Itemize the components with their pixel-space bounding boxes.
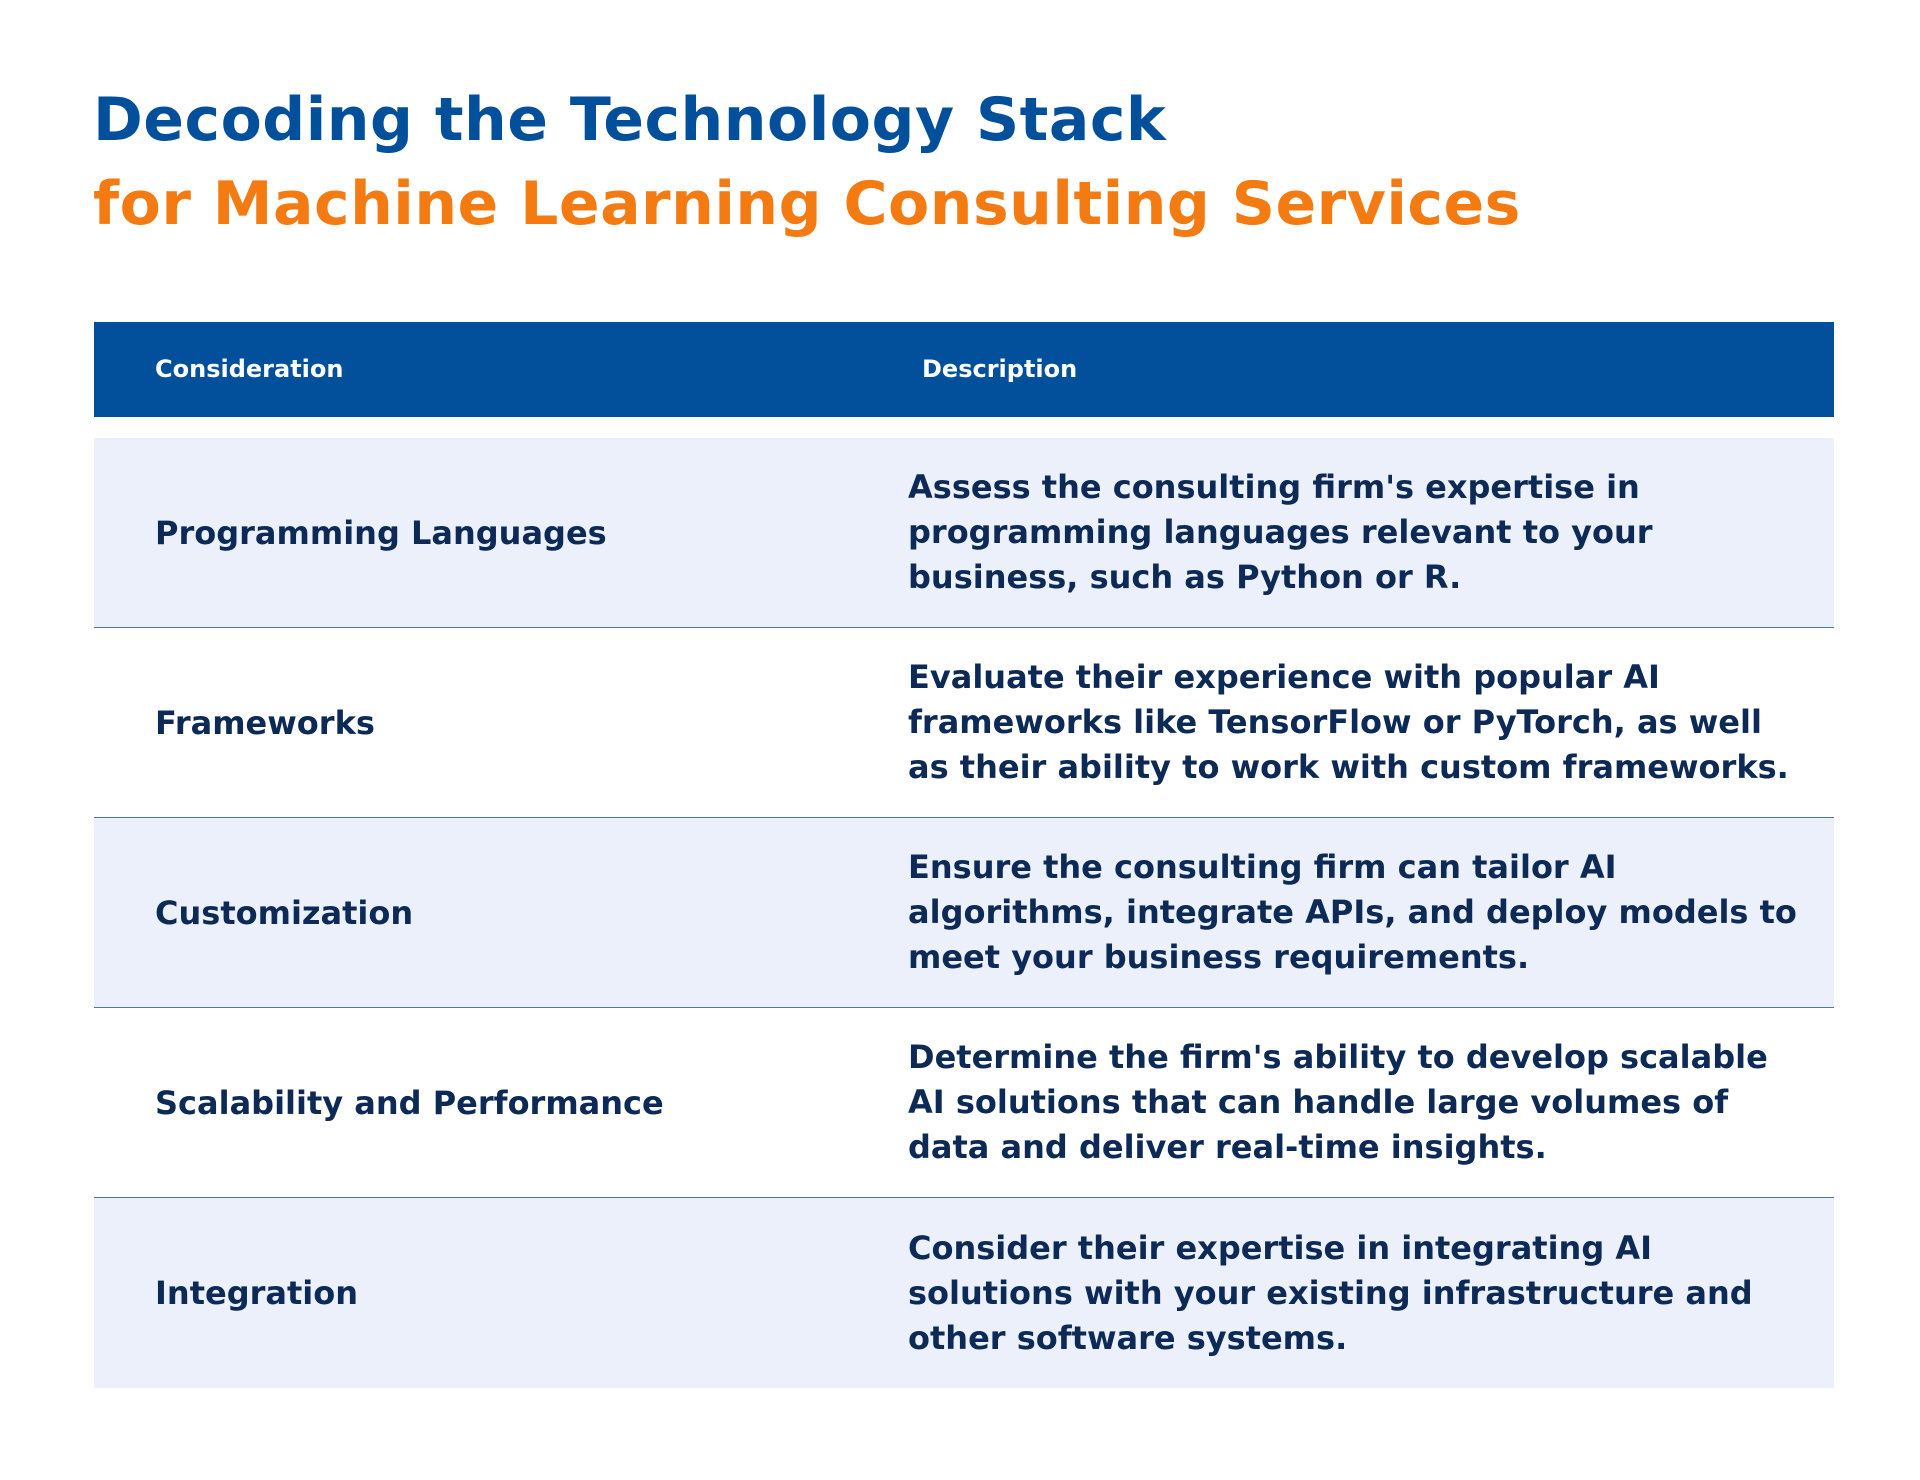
- table-row: [94, 818, 1834, 1008]
- title-line-primary: Decoding the Technology Stack: [93, 85, 1167, 155]
- table-row: [94, 1008, 1834, 1198]
- consideration-cell: Integration: [155, 1274, 358, 1312]
- consideration-cell: Programming Languages: [155, 513, 607, 552]
- consideration-cell: Frameworks: [155, 703, 375, 742]
- table-row: [94, 1198, 1834, 1388]
- title-line-accent: for Machine Learning Consulting Services: [93, 169, 1521, 239]
- table-row: [94, 438, 1834, 628]
- header-spacer: [94, 417, 1834, 438]
- column-header-description: Description: [922, 355, 1078, 383]
- consideration-cell: Scalability and Performance: [155, 1083, 664, 1122]
- page-title: [93, 78, 1521, 246]
- description-cell: Ensure the consulting firm can tailor AI algorithms, integrate APIs, and deploy models to meet your business requirements.: [908, 848, 1797, 976]
- table-row: [94, 628, 1834, 818]
- description-cell: Evaluate their experience with popular AI frameworks like TensorFlow or PyTorch, as well as their ability to work with custom frameworks.: [908, 658, 1789, 786]
- consideration-cell: Customization: [155, 893, 414, 932]
- description-cell: Determine the firm's ability to develop scalable AI solutions that can handle large volumes of data and deliver real-time insights.: [908, 1038, 1768, 1166]
- table-header: [94, 322, 1834, 417]
- considerations-table: [94, 322, 1834, 1388]
- column-header-consideration: Consideration: [155, 355, 344, 383]
- description-cell: Consider their expertise in integrating AI solutions with your existing infrastructure and other software systems.: [908, 1228, 1753, 1357]
- description-cell: Assess the consulting firm's expertise in programming languages relevant to your business, such as Python or R.: [908, 468, 1653, 596]
